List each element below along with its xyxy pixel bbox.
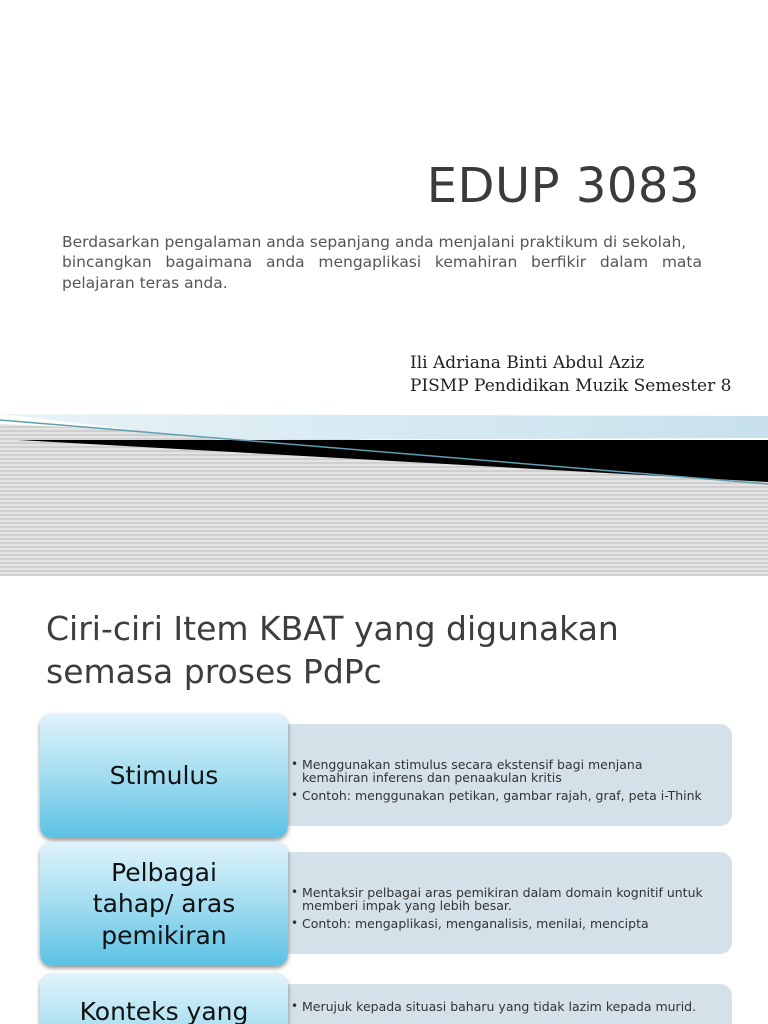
feature-details bbox=[270, 852, 732, 954]
content-slide bbox=[0, 576, 768, 1024]
feature-row-context bbox=[40, 974, 732, 1024]
feature-details bbox=[270, 984, 732, 1024]
feature-bullet: • Contoh: mengaplikasi, menganalisis, menilai, mencipta bbox=[300, 917, 712, 930]
feature-bullet: • Contoh: menggunakan petikan, gambar rajah, graf, peta i-Think bbox=[300, 789, 712, 802]
feature-bullet: • Mentaksir pelbagai aras pemikiran dalam domain kognitif untuk memberi impak yang lebih besar. bbox=[300, 886, 712, 912]
decorative-band bbox=[0, 410, 768, 576]
feature-row-stimulus bbox=[40, 714, 732, 838]
slide-heading: Ciri-ciri Item KBAT yang digunakan semasa proses PdPc bbox=[46, 609, 619, 691]
feature-label: Stimulus bbox=[40, 714, 288, 838]
feature-details bbox=[270, 724, 732, 826]
feature-row-thinking-levels bbox=[40, 842, 732, 966]
feature-bullet: • Menggunakan stimulus secara ekstensif bagi menjana kemahiran inferens dan penaakulan kritis bbox=[300, 758, 712, 784]
prompt-line-2: bincangkan bagaimana anda mengaplikasi kemahiran berfikir dalam mata pelajaran teras anda. bbox=[62, 253, 702, 292]
prompt-line-1: Berdasarkan pengalaman anda sepanjang anda menjalani praktikum di sekolah, bbox=[62, 233, 687, 251]
author-block bbox=[410, 352, 731, 399]
feature-label: Pelbagai tahap/ aras pemikiran bbox=[40, 842, 288, 966]
author-name: Ili Adriana Binti Abdul Aziz bbox=[410, 353, 645, 373]
feature-label: Konteks yang bbox=[40, 974, 288, 1024]
author-program: PISMP Pendidikan Muzik Semester 8 bbox=[410, 376, 732, 397]
assignment-prompt bbox=[62, 232, 702, 293]
slide-title: EDUP 3083 bbox=[426, 158, 700, 214]
feature-bullet: • Merujuk kepada situasi baharu yang tidak lazim kepada murid. bbox=[300, 1000, 712, 1013]
